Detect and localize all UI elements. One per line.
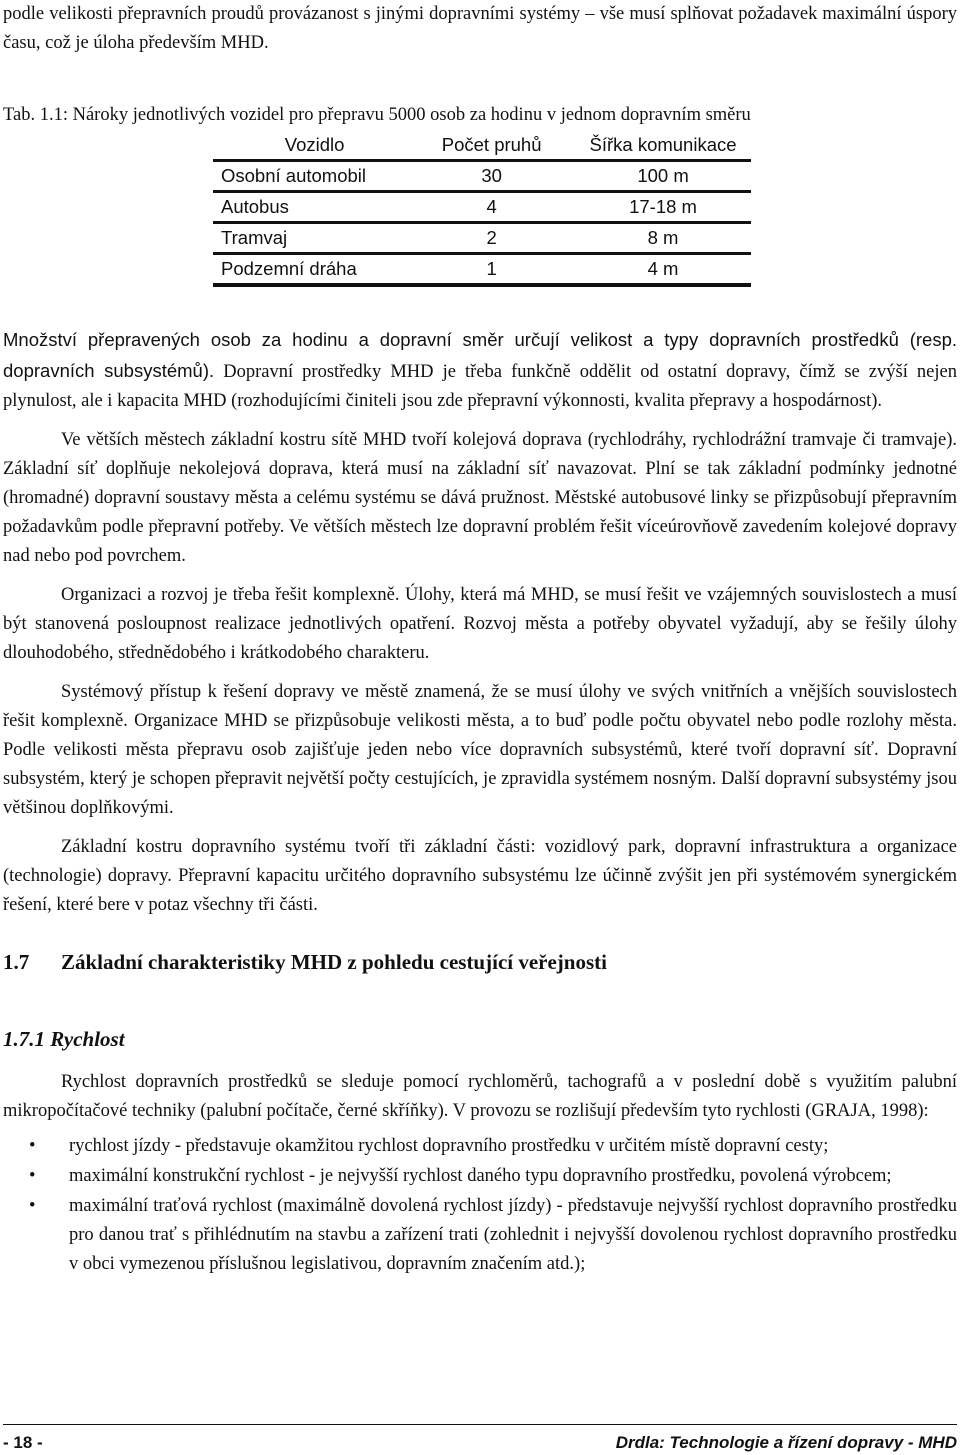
footer-title: Drdla: Technologie a řízení dopravy - MHD [615,1433,957,1452]
cell-width: 4 m [575,254,751,286]
page-number: - 18 - [3,1433,43,1452]
list-item-text: maximální konstrukční rychlost - je nejvyšší rychlost daného typu dopravního prostředku, povolená výrobcem; [69,1166,892,1186]
subsection-heading [3,1027,125,1052]
cell-vehicle: Tramvaj [213,223,408,254]
header-lanes: Počet pruhů [408,130,575,161]
cell-width: 8 m [575,223,751,254]
cell-lanes: 1 [408,254,575,286]
list-item-text: maximální traťová rychlost (maximálně dovolená rychlost jízdy) - představuje nejvyšší rychlost dopravního prostředku pro danou trať s přihlédnutím na stavbu a zařízení trati (zohlednit i nejvyšší dovolenou rychlost dopravního prostředku v obci vymezenou příslušnou legislativou, dopravním značením atd.); [69,1196,957,1274]
cell-vehicle: Osobní automobil [213,161,408,192]
bullet-icon: • [29,1166,36,1186]
paragraph-system-parts: Základní kostru dopravního systému tvoří tři základní části: vozidlový park, dopravní infrastruktura a organizace (technologie) dopravy. Přepravní kapacitu určitého dopravního subsystému lze účinně zvýšit jen při systémovém synergickém řešení, které bere v potaz všechny tři části. [3,837,957,915]
table-row [213,223,751,254]
section-title: Základní charakteristiky MHD z pohledu cestující veřejnosti [61,950,607,974]
paragraph-organization: Organizaci a rozvoj je třeba řešit komplexně. Úlohy, která má MHD, se musí řešit ve vzájemných souvislostech a musí být stanovená posloupnost realizace jednotlivých opatření. Rozvoj města a potřeby obyvatel vyžadují, aby se řešily úlohy dlouhodobého, střednědobého i krátkodobého charakteru. [3,585,957,663]
table-caption: Tab. 1.1: Nároky jednotlivých vozidel pro přepravu 5000 osob za hodinu v jednom dopravním směru [3,105,751,125]
list-item-text: rychlost jízdy - představuje okamžitou rychlost dopravního prostředku v určitém místě dopravní cesty; [69,1136,829,1156]
header-width: Šířka komunikace [575,130,751,161]
paragraph-volume-rest: Dopravní prostředky MHD je třeba funkčně oddělit od ostatní dopravy, čímž se zvýší nejen plynulost, ale i kapacita MHD (rozhodujícími činiteli jsou zde přepravní výkonnosti, kvalita přepravy a hospodárnost). [3,362,957,411]
cell-width: 100 m [575,161,751,192]
cell-lanes: 30 [408,161,575,192]
section-heading [3,950,607,975]
paragraph-speed: Rychlost dopravních prostředků se sleduje pomocí rychloměrů, tachografů a v poslední době s využitím palubní mikropočítačové techniky (palubní počítače, černé skříňky). V provozu se rozlišují především tyto rychlosti (GRAJA, 1998): [3,1072,957,1121]
cell-width: 17-18 m [575,192,751,223]
list-item [3,1132,957,1161]
table-row [213,161,751,192]
section-number: 1.7 [3,950,30,974]
paragraph-volume [3,325,957,416]
body-section [3,325,957,920]
bullet-icon: • [29,1136,36,1156]
list-item [3,1162,957,1191]
header-vehicle: Vozidlo [213,130,408,161]
speed-section [3,1068,957,1280]
table-header-row [213,130,751,161]
table-row [213,192,751,223]
page-footer [3,1424,957,1455]
intro-paragraph: podle velikosti přepravních proudů provázanost s jinými dopravními systémy – vše musí splňovat požadavek maximální úspory času, což je úloha především MHD. [3,4,957,53]
cell-lanes: 4 [408,192,575,223]
table-row [213,254,751,286]
list-item [3,1192,957,1279]
cell-vehicle: Autobus [213,192,408,223]
cell-lanes: 2 [408,223,575,254]
paragraph-volume-lead: Množství přepravených osob za hodinu a dopravní směr určují velikost a typy dopravních prostředků (resp. dopravních subsystémů). [3,329,957,381]
cell-vehicle: Podzemní dráha [213,254,408,286]
bullet-icon: • [29,1196,36,1216]
paragraph-rail-network: Ve větších městech základní kostru sítě MHD tvoří kolejová doprava (rychlodráhy, rychlodrážní tramvaje či tramvaje). Základní síť doplňuje nekolejová doprava, která musí na základní síť navazovat. Plní se tak základní podmínky jednotné (hromadné) dopravní soustavy města a celému systému se dává pružnost. Městské autobusové linky se přizpůsobují přepravním požadavkům podle přepravní potřeby. Ve větších městech lze dopravní problém řešit víceúrovňově zavedením kolejové dopravy nad nebo pod povrchem. [3,430,957,566]
paragraph-system-approach: Systémový přístup k řešení dopravy ve městě znamená, že se musí úlohy ve svých vnitřních a vnějších souvislostech řešit komplexně. Organizace MHD se přizpůsobuje velikosti města, a to buď podle počtu obyvatel nebo podle rozlohy města. Podle velikosti města přepravu osob zajišťuje jeden nebo více dopravních subsystémů, které tvoří dopravní síť. Dopravní subsystém, který je schopen přepravit největší počty cestujících, je zpravidla systémem nosným. Další dopravní subsystémy jsou většinou doplňkovými. [3,682,957,818]
speed-list [3,1132,957,1279]
subsection-number: 1.7.1 [3,1027,45,1051]
subsection-title: Rychlost [50,1027,125,1051]
vehicle-requirements-table [213,130,751,287]
